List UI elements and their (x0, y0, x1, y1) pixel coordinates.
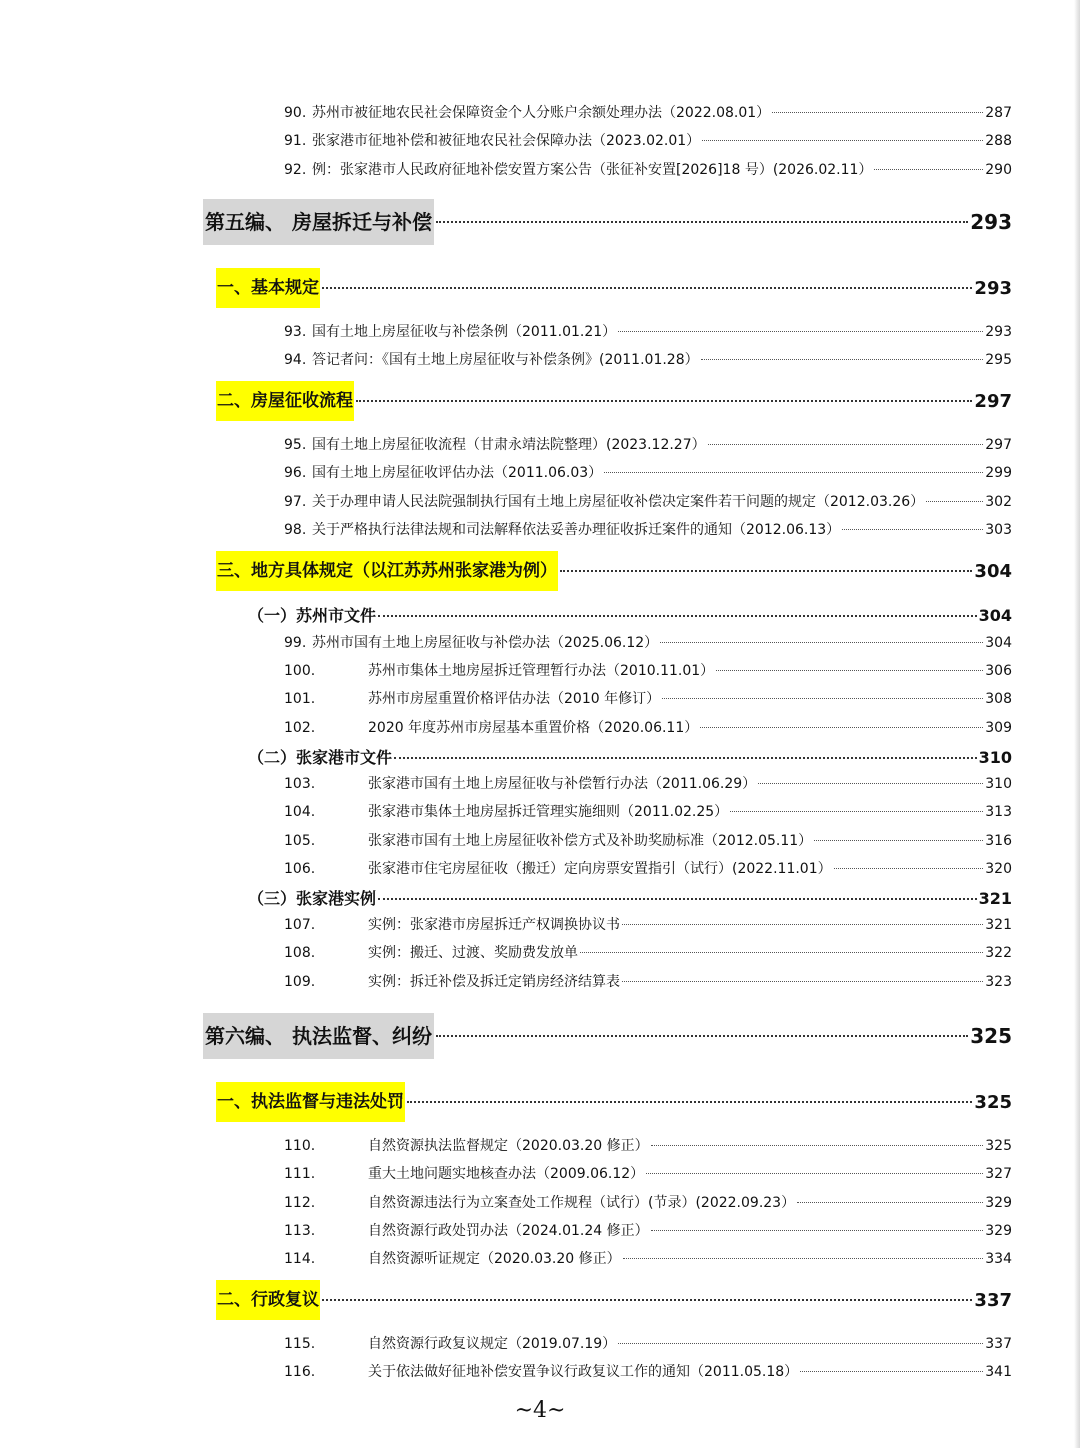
entry-number: 91. (284, 133, 307, 150)
entry-text: 实例：搬迁、过渡、奖励费发放单 (368, 945, 578, 962)
entry-text: 国有土地上房屋征收流程（甘肃永靖法院整理）(2023.12.27） (312, 437, 706, 453)
page-ref: 302 (985, 493, 1012, 510)
subsection-heading-title: （三）张家港实例 (248, 889, 377, 908)
page-ref: 310 (978, 748, 1012, 767)
entry-number: 104. (284, 804, 316, 821)
entry-text: 重大土地问题实地核查办法（2009.06.12） (368, 1166, 645, 1183)
page-ref: 325 (970, 1024, 1012, 1048)
dot-leader (560, 570, 972, 572)
dot-leader (623, 1258, 984, 1259)
page-ref: 334 (985, 1251, 1012, 1268)
toc-entry-title (284, 1163, 644, 1183)
entry-number: 112. (284, 1194, 316, 1211)
subsection-heading[interactable] (248, 603, 1012, 625)
toc-entry[interactable] (284, 773, 1012, 793)
entry-number: 102. (284, 719, 316, 736)
section-heading[interactable] (216, 268, 1012, 308)
page-ref: 337 (985, 1336, 1012, 1352)
dot-leader (580, 952, 983, 953)
entry-number: 93. (284, 324, 307, 340)
toc-entry-title (284, 1333, 616, 1353)
toc-entry[interactable] (284, 434, 1012, 454)
dot-leader (618, 331, 983, 332)
toc-entry[interactable] (284, 1248, 1012, 1268)
subsection-heading[interactable] (248, 886, 1012, 908)
entry-text: 张家港市国有土地上房屋征收与补偿暂行办法（2011.06.29） (368, 776, 757, 792)
toc-entry[interactable] (284, 942, 1012, 962)
entry-number: 95. (284, 437, 307, 453)
entry-text: 自然资源行政处罚办法（2024.01.24 修正） (368, 1222, 649, 1239)
page-ref: 290 (985, 161, 1012, 178)
dot-leader (436, 1035, 968, 1037)
entry-number: 105. (284, 832, 316, 849)
toc-entry-title (284, 660, 714, 680)
toc-entry[interactable] (284, 491, 1012, 511)
entry-number: 97. (284, 493, 307, 510)
page-edge-shadow (1074, 0, 1080, 1448)
toc-entry-title (284, 130, 700, 150)
page-ref: 320 (985, 860, 1012, 877)
entry-number: 114. (284, 1251, 316, 1268)
toc-entry[interactable] (284, 688, 1012, 708)
entry-text: 答记者问：《国有土地上房屋征收与补偿条例》(2011.01.28） (312, 352, 699, 369)
toc-entry-title (284, 632, 658, 652)
entry-number: 100. (284, 663, 316, 679)
page-ref: 304 (978, 606, 1012, 625)
dot-leader (842, 529, 983, 530)
page-ref: 299 (985, 465, 1012, 482)
page-ref: 303 (985, 521, 1012, 538)
entry-text: 苏州市集体土地房屋拆迁管理暂行办法（2010.11.01） (368, 663, 715, 679)
page-ref: 341 (985, 1364, 1012, 1381)
dot-leader (646, 1173, 983, 1174)
dot-leader (394, 757, 977, 759)
dot-leader (874, 169, 983, 170)
entry-number: 116. (284, 1364, 316, 1381)
toc-entry[interactable] (284, 914, 1012, 934)
entry-text: 张家港市征地补偿和被征地农民社会保障办法（2023.02.01） (312, 133, 701, 150)
section-heading-title: 二、行政复议 (216, 1280, 320, 1320)
part-heading-title: 第五编、 房屋拆迁与补偿 (203, 199, 434, 245)
toc-entry[interactable] (284, 660, 1012, 680)
page-ref: 321 (985, 917, 1012, 933)
page-ref: 293 (974, 277, 1012, 299)
dot-leader (322, 287, 972, 289)
toc-entry[interactable] (284, 130, 1012, 150)
dot-leader (378, 615, 977, 617)
page-ref: 323 (985, 973, 1012, 990)
entry-text: 苏州市国有土地上房屋征收与补偿办法（2025.06.12） (312, 635, 659, 651)
toc-entry[interactable] (284, 801, 1012, 821)
dot-leader (800, 1371, 983, 1372)
section-heading[interactable] (216, 1280, 1012, 1320)
dot-leader (356, 400, 972, 402)
page-ref: 304 (985, 635, 1012, 651)
entry-number: 94. (284, 352, 307, 369)
page-ref: 327 (985, 1166, 1012, 1183)
page-ref: 297 (985, 437, 1012, 453)
entry-number: 101. (284, 691, 316, 708)
toc-entry-title (284, 349, 699, 369)
page-ref: 316 (985, 832, 1012, 849)
toc-entry-title (284, 434, 706, 454)
toc-entry-title (284, 519, 840, 539)
entry-text: 苏州市房屋重置价格评估办法（2010 年修订） (368, 691, 661, 708)
toc-entry-title (284, 1361, 798, 1381)
dot-leader (758, 783, 983, 784)
toc-entry-title (284, 1192, 795, 1212)
entry-number: 108. (284, 945, 316, 962)
toc-entry[interactable] (284, 1220, 1012, 1240)
toc-entry-title (284, 801, 728, 821)
toc-entry-title (284, 321, 616, 341)
entry-number: 99. (284, 635, 307, 651)
toc-entry-title (284, 491, 924, 511)
dot-leader (651, 1145, 984, 1146)
toc-entry-title (284, 971, 620, 991)
part-heading[interactable] (203, 1013, 1012, 1059)
page-ref: 304 (974, 560, 1012, 582)
toc-entry[interactable] (284, 519, 1012, 539)
section-heading-title: 三、地方具体规定（以江苏苏州张家港为例） (216, 551, 558, 591)
toc-entry[interactable] (284, 971, 1012, 991)
section-heading[interactable] (216, 381, 1012, 421)
part-heading-title: 第六编、 执法监督、纠纷 (203, 1013, 434, 1059)
page-ref: 310 (985, 776, 1012, 792)
entry-number: 113. (284, 1222, 316, 1239)
page-ref: 297 (974, 390, 1012, 412)
page-ref: 306 (985, 663, 1012, 679)
entry-text: 张家港市国有土地上房屋征收补偿方式及补助奖励标准（2012.05.11） (368, 832, 813, 849)
page-ref: 321 (978, 889, 1012, 908)
entry-number: 92. (284, 161, 307, 178)
page-ref: 293 (970, 210, 1012, 234)
toc-entry[interactable] (284, 858, 1012, 878)
page-ref: 313 (985, 804, 1012, 821)
subsection-heading-title: （一）苏州市文件 (248, 606, 377, 625)
toc-entry-title (284, 717, 698, 737)
entry-text: 国有土地上房屋征收评估办法（2011.06.03） (312, 465, 603, 482)
entry-number: 111. (284, 1166, 316, 1183)
entry-number: 107. (284, 917, 316, 933)
toc-entry[interactable] (284, 102, 1012, 122)
entry-number: 115. (284, 1336, 316, 1352)
entry-number: 98. (284, 521, 307, 538)
entry-text: 实例：拆迁补偿及拆迁定销房经济结算表 (368, 973, 620, 990)
entry-text: 国有土地上房屋征收与补偿条例（2011.01.21） (312, 324, 617, 340)
page-ref: 308 (985, 691, 1012, 708)
dot-leader (772, 112, 983, 113)
section-heading-title: 一、执法监督与违法处罚 (216, 1082, 405, 1122)
toc-entry-title (284, 942, 578, 962)
entry-text: 关于依法做好征地补偿安置争议行政复议工作的通知（2011.05.18） (368, 1364, 799, 1381)
page-ref: 309 (985, 719, 1012, 736)
entry-number: 90. (284, 105, 307, 121)
entry-number: 106. (284, 860, 316, 877)
entry-text: 关于办理申请人民法院强制执行国有土地上房屋征收补偿决定案件若干问题的规定（2012.03.26） (312, 493, 925, 510)
dot-leader (834, 868, 984, 869)
dot-leader (378, 898, 977, 900)
dot-leader (618, 1343, 983, 1344)
page-ref: 295 (985, 352, 1012, 369)
subsection-heading[interactable] (248, 745, 1012, 767)
dot-leader (701, 359, 984, 360)
page-ref: 325 (985, 1138, 1012, 1154)
entry-number: 103. (284, 776, 316, 792)
entry-text: 关于严格执行法律法规和司法解释依法妥善办理征收拆迁案件的通知（2012.06.13） (312, 521, 841, 538)
subsection-heading-title: （二）张家港市文件 (248, 748, 393, 767)
section-heading-title: 一、基本规定 (216, 268, 320, 308)
toc-entry[interactable] (284, 159, 1012, 179)
dot-leader (797, 1202, 983, 1203)
toc-entry-title (284, 1248, 621, 1268)
page-ref: 322 (985, 945, 1012, 962)
section-heading[interactable] (216, 551, 1012, 591)
page-ref: 293 (985, 324, 1012, 340)
toc-entry[interactable] (284, 717, 1012, 737)
toc-entry[interactable] (284, 1163, 1012, 1183)
entry-number: 110. (284, 1138, 316, 1154)
toc-entry-title (284, 1135, 649, 1155)
section-heading-title: 二、房屋征收流程 (216, 381, 354, 421)
dot-leader (662, 698, 983, 699)
entry-number: 96. (284, 465, 307, 482)
section-heading[interactable] (216, 1082, 1012, 1122)
toc-entry-title (284, 830, 812, 850)
dot-leader (708, 444, 984, 445)
toc-entry[interactable] (284, 462, 1012, 482)
entry-text: 苏州市被征地农民社会保障资金个人分账户余额处理办法（2022.08.01） (312, 105, 771, 121)
entry-text: 自然资源违法行为立案查处工作规程（试行）(节录）(2022.09.23） (368, 1194, 796, 1211)
toc-entry-title (284, 858, 832, 878)
toc-entry[interactable] (284, 1135, 1012, 1155)
toc-entry-title (284, 1220, 649, 1240)
entry-text: 张家港市住宅房屋征收（搬迁）定向房票安置指引（试行）(2022.11.01） (368, 860, 832, 877)
entry-text: 例：张家港市人民政府征地补偿安置方案公告（张征补安置[2026]18 号）(2026.02.11） (312, 161, 873, 178)
toc-entry[interactable] (284, 1333, 1012, 1353)
dot-leader (814, 840, 983, 841)
toc-entry[interactable] (284, 1192, 1012, 1212)
dot-leader (926, 501, 983, 502)
dot-leader (436, 221, 968, 223)
dot-leader (660, 642, 983, 643)
entry-text: 自然资源执法监督规定（2020.03.20 修正） (368, 1138, 649, 1154)
page-number: ~4~ (514, 1398, 566, 1423)
toc-entry-title (284, 159, 872, 179)
dot-leader (322, 1299, 972, 1301)
page-ref: 288 (985, 133, 1012, 150)
entry-text: 自然资源行政复议规定（2019.07.19） (368, 1336, 617, 1352)
page-ref: 325 (974, 1091, 1012, 1113)
toc-entry-title (284, 773, 756, 793)
toc-entry[interactable] (284, 632, 1012, 652)
toc-entry-title (284, 914, 620, 934)
dot-leader (702, 140, 983, 141)
page-ref: 287 (985, 105, 1012, 121)
dot-leader (651, 1230, 984, 1231)
toc-entry-title (284, 102, 770, 122)
entry-text: 张家港市集体土地房屋拆迁管理实施细则（2011.02.25） (368, 804, 729, 821)
dot-leader (622, 924, 983, 925)
toc-entry[interactable] (284, 830, 1012, 850)
dot-leader (730, 811, 983, 812)
toc-entry[interactable] (284, 349, 1012, 369)
entry-text: 实例：张家港市房屋拆迁产权调换协议书 (368, 917, 620, 933)
dot-leader (716, 670, 983, 671)
entry-number: 109. (284, 973, 316, 990)
dot-leader (700, 727, 983, 728)
toc-entry-title (284, 688, 660, 708)
toc-entry[interactable] (284, 321, 1012, 341)
part-heading[interactable] (203, 199, 1012, 245)
dot-leader (622, 981, 983, 982)
dot-leader (604, 472, 983, 473)
entry-text: 自然资源听证规定（2020.03.20 修正） (368, 1251, 621, 1268)
page-ref: 329 (985, 1222, 1012, 1239)
entry-text: 2020 年度苏州市房屋基本重置价格（2020.06.11） (368, 719, 699, 736)
dot-leader (407, 1101, 972, 1103)
page-ref: 329 (985, 1194, 1012, 1211)
toc-entry[interactable] (284, 1361, 1012, 1381)
toc-entry-title (284, 462, 602, 482)
page-ref: 337 (974, 1289, 1012, 1311)
